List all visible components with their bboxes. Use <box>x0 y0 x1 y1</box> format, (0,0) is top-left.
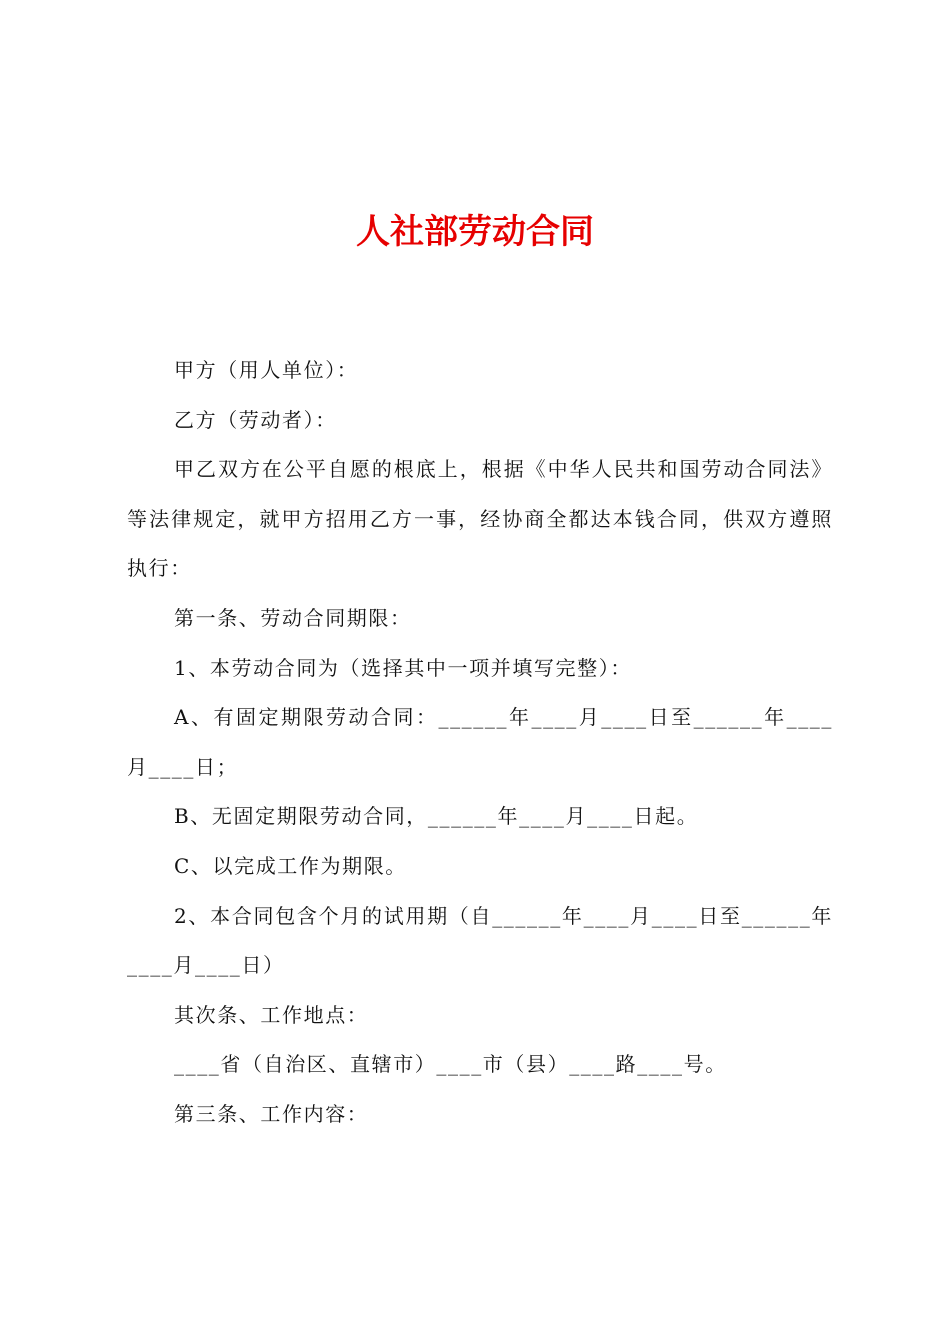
party-b-line: 乙方（劳动者）： <box>174 407 337 432</box>
probation-line: 2、本合同包含个月的试用期（自______年____月____日至______年____月____日） <box>127 903 833 978</box>
document-title: 人社部劳动合同 <box>356 212 594 252</box>
contract-body <box>127 346 833 1140</box>
article-3-heading: 第三条、工作内容： <box>174 1101 369 1126</box>
article-1-heading: 第一条、劳动合同期限： <box>174 605 412 630</box>
preamble-paragraph: 甲乙双方在公平自愿的根底上，根据《中华人民共和国劳动合同法》等法律规定，就甲方招用乙方一事，经协商全都达本钱合同，供双方遵照执行： <box>127 457 833 581</box>
option-c-line: C、以完成工作为期限。 <box>174 853 407 878</box>
option-b-line: B、无固定期限劳动合同，______年____月____日起。 <box>174 804 699 829</box>
article-2-heading: 其次条、工作地点： <box>174 1002 369 1027</box>
work-location-line: ____省（自治区、直辖市）____市（县）____路____号。 <box>174 1052 727 1077</box>
party-a-line: 甲方（用人单位）： <box>174 358 359 382</box>
clause-1-line: 1、本劳动合同为（选择其中一项并填写完整）： <box>174 655 632 680</box>
option-a-line: A、有固定期限劳动合同：______年____月____日至______年____月____日； <box>127 705 833 779</box>
